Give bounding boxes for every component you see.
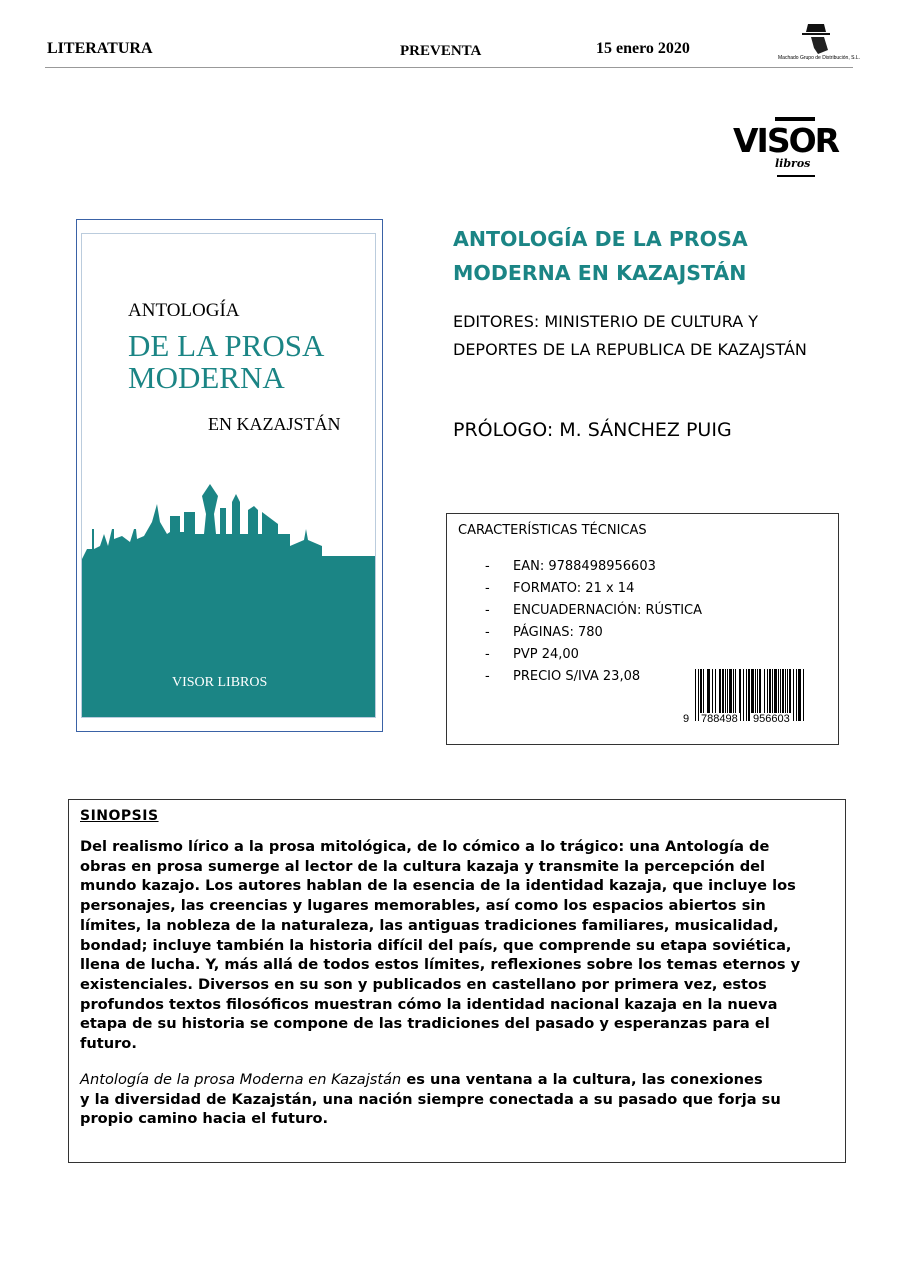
header-status: PREVENTA <box>400 43 482 59</box>
book-prologue: PRÓLOGO: M. SÁNCHEZ PUIG <box>453 419 732 441</box>
book-title: ANTOLOGÍA DE LA PROSA MODERNA EN KAZAJSTÁN <box>453 227 748 285</box>
header-divider <box>45 67 853 68</box>
spec-item-pvp <box>485 644 702 666</box>
spec-item-ean <box>485 556 702 578</box>
barcode-digits-left: 788498 <box>701 713 738 725</box>
barcode-digits-right: 956603 <box>753 713 790 725</box>
barcode-bar <box>748 669 750 721</box>
barcode-digit-first: 9 <box>683 713 690 725</box>
dash: - <box>485 581 490 596</box>
libros-logo-text: libros <box>775 157 811 170</box>
spec-text: EAN: 9788498956603 <box>513 559 656 574</box>
spec-text: PRECIO S/IVA 23,08 <box>513 669 641 684</box>
distributor-name: Machado Grupo de Distribución, S.L. <box>778 55 860 61</box>
distributor-logo <box>778 20 860 64</box>
dash: - <box>485 559 490 574</box>
book-cover-image <box>76 219 383 732</box>
synopsis-heading: SINOPSIS <box>80 808 159 824</box>
synopsis-book-title: Antología de la prosa Moderna en Kazajstán <box>80 1071 402 1088</box>
dash: - <box>485 669 490 684</box>
barcode-bar <box>695 669 696 721</box>
visor-libros-logo <box>733 117 843 179</box>
barcode-bar <box>796 669 797 721</box>
spec-item-price-no-vat <box>485 666 702 688</box>
synopsis-paragraph-2-text: es una ventana a la cultura, las conexiones y la diversidad de Kazajstán, una nación siempre conectada a su pasado que forja su propio camino hacia el futuro. <box>80 1071 781 1128</box>
specs-list <box>485 556 702 688</box>
technical-specs-box <box>446 513 839 745</box>
spec-item-pages <box>485 622 702 644</box>
spec-item-format <box>485 578 702 600</box>
barcode-bar <box>746 669 747 721</box>
spec-item-binding <box>485 600 702 622</box>
spec-text: PVP 24,00 <box>513 647 579 662</box>
header-section: LITERATURA <box>47 40 153 57</box>
barcode-bar <box>798 669 801 721</box>
synopsis-box <box>68 799 846 1163</box>
dash: - <box>485 603 490 618</box>
spec-text: PÁGINAS: 780 <box>513 625 603 640</box>
dash: - <box>485 647 490 662</box>
cover-publisher: VISOR LIBROS <box>172 675 268 690</box>
city-skyline-icon <box>82 474 375 717</box>
visor-logo-text: VISOR <box>733 121 839 160</box>
cover-line4: EN KAZAJSTÁN <box>208 414 341 434</box>
dash: - <box>485 625 490 640</box>
spec-text: ENCUADERNACIÓN: RÚSTICA <box>513 603 702 618</box>
spec-text: FORMATO: 21 x 14 <box>513 581 635 596</box>
header-date: 15 enero 2020 <box>596 40 690 57</box>
cover-line3: MODERNA <box>128 360 285 395</box>
book-editors: EDITORES: MINISTERIO DE CULTURA Y DEPORTES DE LA REPUBLICA DE KAZAJSTÁN <box>453 312 807 359</box>
specs-title: CARACTERÍSTICAS TÉCNICAS <box>458 523 647 538</box>
synopsis-paragraph-2 <box>80 1070 781 1129</box>
barcode-bar <box>743 669 744 721</box>
synopsis-paragraph-1: Del realismo lírico a la prosa mitológica, de lo cómico a lo trágico: una Antología de obras en prosa sumerge al lector de la cultura kazaja y transmite la percepción del mundo kazajo. Los autores hablan de la esencia de la identidad kazaja, que incluye los personajes, las creencias y lugares memorables, así como los espacios abiertos sin límites, la nobleza de la naturaleza, las antiguas tradiciones familiares, musicalidad, bondad; incluye también la historia difícil del país, que comprende su etapa soviética, llena de lucha. Y, más allá de todos estos límites, reflexiones sobre los temas eternos y existenciales. Diversos en su son y publicados en castellano por primera vez, estos profundos textos filosóficos muestran cómo la identidad nacional kazaja en la nueva etapa de su historia se compone de las tradiciones del pasado y esperanzas para el futuro. <box>80 838 801 1053</box>
barcode-bar <box>793 669 794 721</box>
cover-line2: DE LA PROSA <box>128 328 325 363</box>
barcode <box>683 669 813 731</box>
cover-line1: ANTOLOGÍA <box>128 300 240 321</box>
barcode-bar <box>803 669 804 721</box>
